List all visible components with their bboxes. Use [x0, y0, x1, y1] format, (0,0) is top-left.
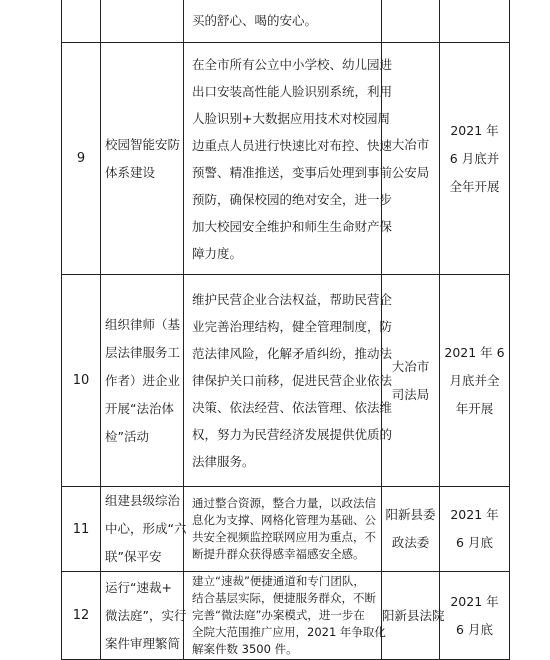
description-line: 范法律风险，化解矛盾纠纷，推动法: [192, 346, 393, 361]
unit-line: 阳新县委: [385, 507, 436, 522]
task-description: [184, 43, 393, 275]
unit-line: 司法局: [391, 386, 430, 402]
table-row: [62, 487, 510, 572]
deadline-line: 全年开展: [449, 178, 500, 194]
row-number: [62, 0, 101, 43]
deadline: [440, 275, 510, 487]
description-line: 加大校园安全维护和师生生命财产保: [192, 218, 393, 234]
name-line: 微法庭”，实行: [105, 607, 187, 623]
row-number: 12: [62, 572, 101, 660]
description-line: 息化为支撑、网格化管理为基础、公: [192, 513, 376, 527]
unit-line: 政法委: [391, 535, 430, 550]
description-line: 障力度。: [192, 245, 243, 261]
task-description: [184, 0, 382, 43]
table-row: [62, 43, 510, 275]
unit-line: 阳新县法院: [382, 607, 445, 623]
work-plan-table: [61, 0, 510, 660]
description-line: 律保护关口前移，促进民营企业依法: [192, 373, 393, 388]
name-line: 层法律服务工: [105, 344, 181, 360]
description-line: 全院大范围推广应用，2021 年争取化: [192, 625, 386, 639]
task-name: [101, 487, 187, 572]
responsible-unit: [382, 43, 440, 275]
name-line: 联”保平安: [105, 549, 162, 564]
description-line: 决策、依法经营、依法管理、依法维: [192, 400, 393, 415]
name-line: 案件审理繁简: [105, 635, 181, 651]
deadline-line: 年开展: [455, 400, 494, 416]
deadline-line: 2021 年: [450, 507, 499, 522]
description-line: 买的舒心、喝的安心。: [192, 13, 318, 28]
table-row: [62, 275, 510, 487]
description-line: 通过整合资源，整合力量，以政法信: [192, 496, 376, 510]
responsible-unit: [382, 0, 440, 43]
name-line: 开展“法治体: [105, 400, 174, 416]
unit-line: 大冶市: [391, 136, 430, 152]
description-line: 人脸识别+大数据应用技术对校园周: [192, 110, 390, 126]
name-line: 校园智能安防: [105, 136, 181, 152]
deadline-line: 月底并全: [449, 372, 500, 388]
unit-line: 大冶市: [391, 358, 430, 374]
task-name: [101, 572, 187, 660]
description-line: 边重点人员进行快速比对布控、快速: [192, 137, 393, 153]
deadline-line: 6 月底并: [449, 150, 500, 166]
deadline: [440, 0, 510, 43]
description-line: 断提升群众获得感幸福感安全感。: [192, 547, 365, 561]
task-name: [101, 0, 184, 43]
name-line: 体系建设: [105, 164, 156, 180]
task-description: [184, 572, 386, 660]
name-line: 作者）进企业: [105, 372, 181, 388]
deadline-line: 6 月底: [456, 535, 493, 550]
task-description: [184, 275, 393, 487]
name-line: 检”活动: [105, 428, 149, 444]
task-name: [101, 43, 184, 275]
description-line: 结合基层实际，便捷服务群众，不断: [192, 591, 376, 605]
description-line: 解案件数 3500 件。: [192, 642, 298, 656]
description-line: 业完善治理结构，健全管理制度，防: [192, 319, 393, 334]
deadline-line: 2021 年: [450, 593, 499, 609]
deadline-line: 6 月底: [456, 621, 493, 637]
deadline-line: 2021 年 6: [444, 344, 505, 360]
task-name: [101, 275, 184, 487]
deadline: [440, 43, 510, 275]
description-line: 建立“速裁”便捷通道和专门团队，: [192, 574, 365, 588]
description-line: 预防，确保校园的绝对安全，进一步: [192, 191, 393, 207]
description-line: 预警、精准推送，变事后处理到事前: [192, 164, 393, 180]
deadline: [440, 487, 510, 572]
row-number: 9: [62, 43, 101, 275]
table-row: [62, 572, 510, 660]
description-line: 权，努力为民营经济发展提供优质的: [192, 427, 393, 442]
deadline-line: 2021 年: [450, 122, 499, 138]
description-line: 共安全视频监控联网应用为重点，不: [192, 530, 376, 544]
name-line: 运行“速裁+: [105, 579, 172, 595]
description-line: 出口安装高性能人脸识别系统，利用: [192, 83, 393, 99]
description-line: 法律服务。: [192, 454, 255, 469]
responsible-unit: [382, 487, 440, 572]
responsible-unit: [382, 572, 445, 660]
description-line: 在全市所有公立中小学校、幼儿园进: [192, 56, 393, 72]
unit-line: 公安局: [391, 164, 430, 180]
description-line: 维护民营企业合法权益，帮助民营企: [192, 292, 393, 307]
row-number: 10: [62, 275, 101, 487]
row-number: 11: [62, 487, 101, 572]
name-line: 组织律师（基: [105, 316, 181, 332]
description-line: 完善“微法庭”办案模式，进一步在: [192, 608, 365, 622]
name-line: 中心，形成“六: [105, 521, 187, 536]
task-description: [184, 487, 382, 572]
table-row: [62, 0, 510, 43]
name-line: 组建县级综治: [105, 493, 181, 508]
deadline: [440, 572, 510, 660]
